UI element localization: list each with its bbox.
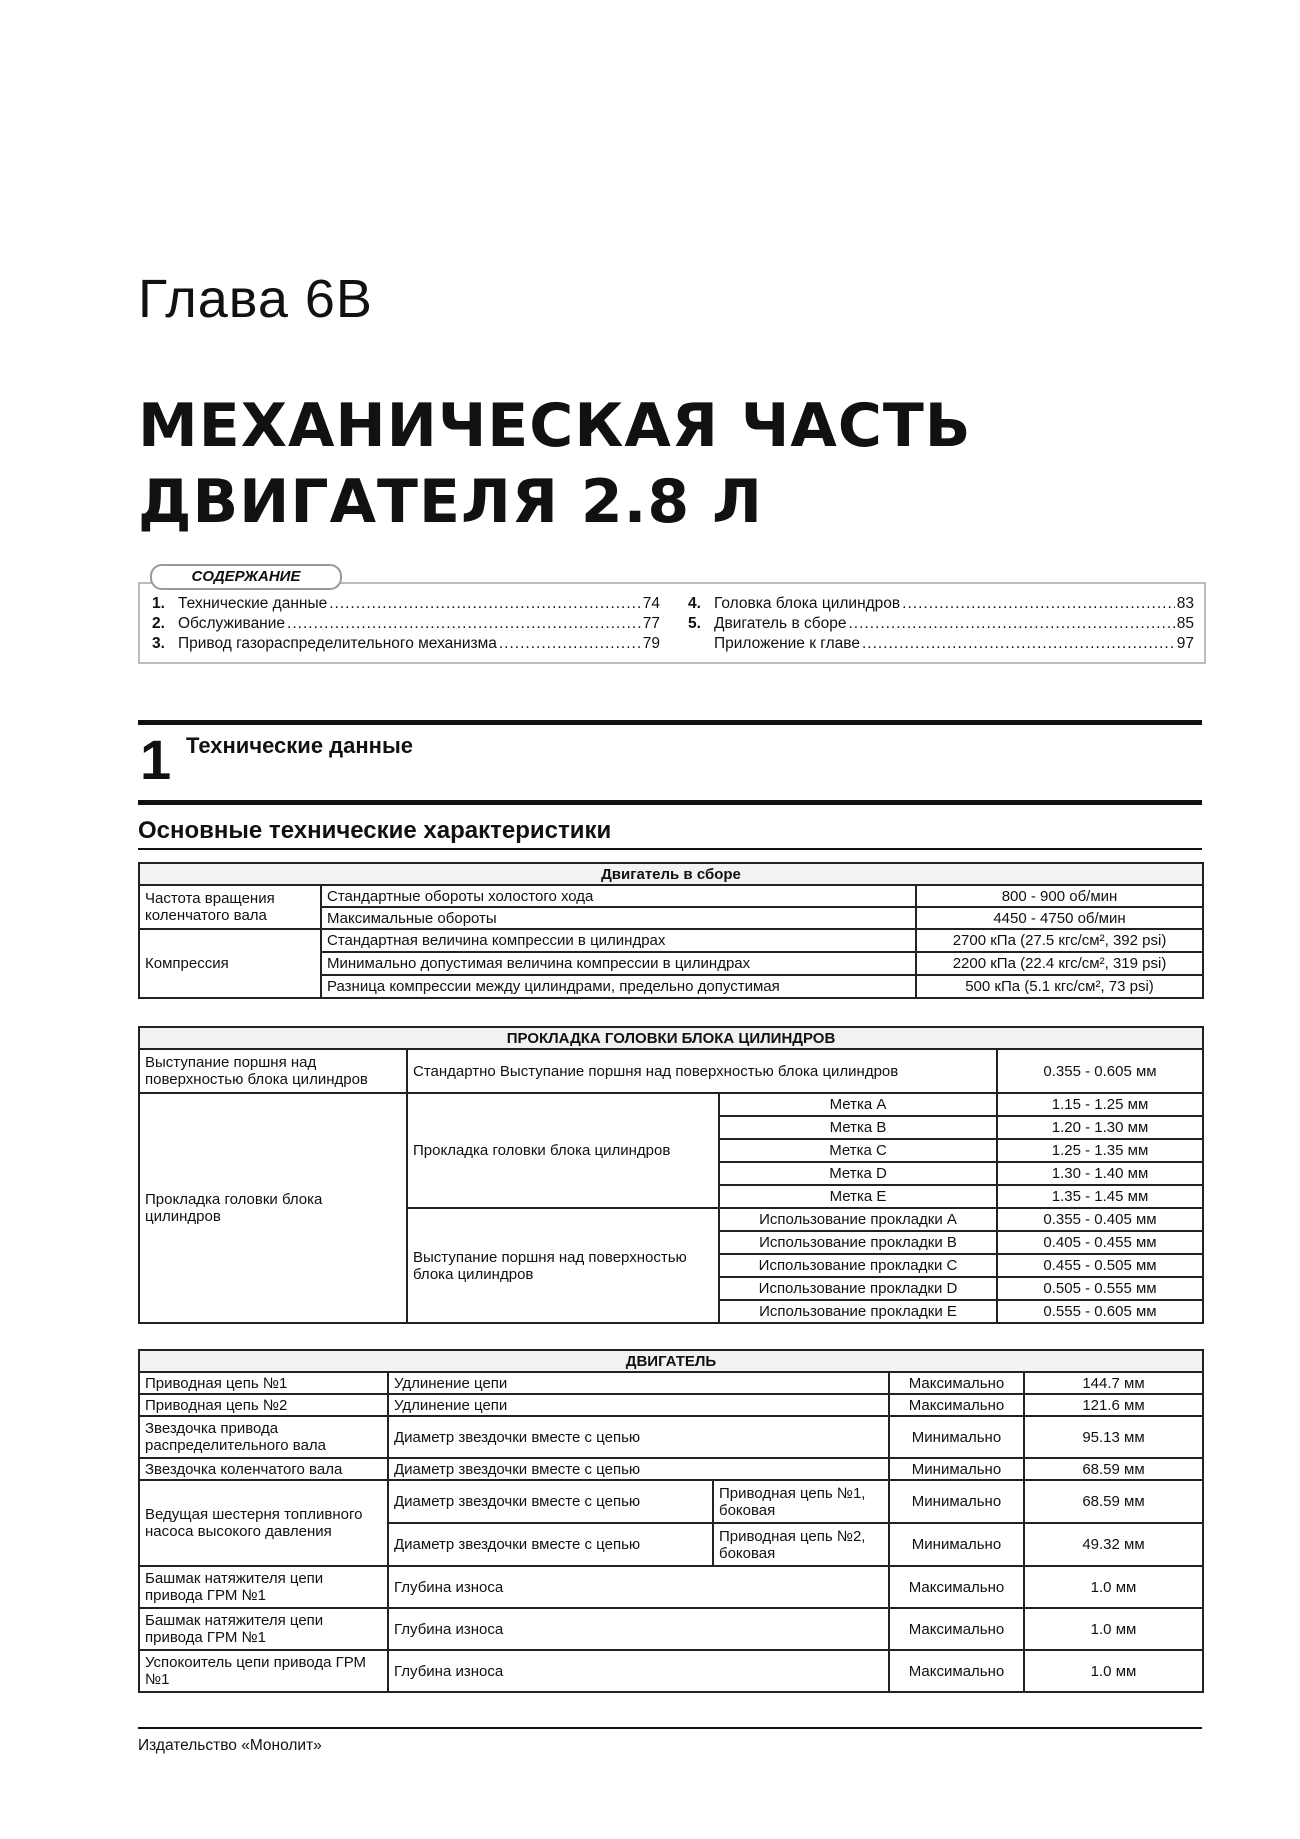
gasket-use: Использование прокладки D <box>719 1277 997 1300</box>
toc-item[interactable] <box>688 594 1194 614</box>
param-cell: Глубина износа <box>388 1566 889 1608</box>
toc-item-page: 97 <box>1176 635 1194 652</box>
toc-leader <box>499 634 641 654</box>
head-gasket-table <box>138 1026 1204 1324</box>
group-label: Выступание поршня над поверхностью блока цилиндров <box>407 1208 719 1323</box>
toc-item-label: Технические данные <box>178 595 328 612</box>
table-header: ПРОКЛАДКА ГОЛОВКИ БЛОКА ЦИЛИНДРОВ <box>139 1027 1203 1049</box>
param-cell: Глубина износа <box>388 1608 889 1650</box>
param-cell: Стандартная величина компрессии в цилиндрах <box>321 929 916 952</box>
value-cell: 2200 кПа (22.4 кгс/см², 319 psi) <box>916 952 1203 975</box>
toc-leader <box>848 614 1174 634</box>
value-cell: 1.25 - 1.35 мм <box>997 1139 1203 1162</box>
engine-table <box>138 1349 1204 1693</box>
toc-item-page: 77 <box>642 615 660 632</box>
toc-leader <box>329 594 641 614</box>
sub-param-cell: Приводная цепь №1, боковая <box>713 1480 889 1523</box>
subsection-rule <box>138 848 1202 850</box>
param-cell: Диаметр звездочки вместе с цепью <box>388 1458 889 1480</box>
row-label: Приводная цепь №2 <box>139 1394 388 1416</box>
value-cell: 0.355 - 0.605 мм <box>997 1049 1203 1093</box>
toc-leader <box>287 614 641 634</box>
mark-name: Метка А <box>719 1093 997 1116</box>
value-cell: 0.455 - 0.505 мм <box>997 1254 1203 1277</box>
toc-item-number: 3. <box>152 635 165 652</box>
row-label: Звездочка коленчатого вала <box>139 1458 388 1480</box>
limit-cell: Максимально <box>889 1372 1024 1394</box>
mark-name: Метка С <box>719 1139 997 1162</box>
chapter-label: Глава 6В <box>138 269 373 329</box>
footer-rule <box>138 1727 1202 1729</box>
gasket-use: Использование прокладки E <box>719 1300 997 1323</box>
param-cell: Диаметр звездочки вместе с цепью <box>388 1480 713 1523</box>
limit-cell: Максимально <box>889 1394 1024 1416</box>
toc-item-number: 1. <box>152 595 165 612</box>
row-label: Успокоитель цепи привода ГРМ №1 <box>139 1650 388 1692</box>
row-label: Звездочка привода распределительного вала <box>139 1416 388 1458</box>
toc-item-number: 4. <box>688 595 701 612</box>
value-cell: 1.15 - 1.25 мм <box>997 1093 1203 1116</box>
group-label: Прокладка головки блока цилиндров <box>407 1093 719 1208</box>
value-cell: 500 кПа (5.1 кгс/см², 73 psi) <box>916 975 1203 998</box>
toc-item-number: 2. <box>152 615 165 632</box>
row-label: Прокладка головки блока цилиндров <box>139 1093 407 1323</box>
param-cell: Стандартно Выступание поршня над поверхностью блока цилиндров <box>407 1049 997 1093</box>
section-number: 1 <box>140 728 172 791</box>
value-cell: 1.30 - 1.40 мм <box>997 1162 1203 1185</box>
toc-item-label: Приложение к главе <box>714 635 860 652</box>
row-label: Частота вращения коленчатого вала <box>139 885 321 929</box>
param-cell: Диаметр звездочки вместе с цепью <box>388 1523 713 1566</box>
page-title <box>138 388 972 540</box>
toc-item-page: 79 <box>642 635 660 652</box>
value-cell: 49.32 мм <box>1024 1523 1203 1566</box>
value-cell: 1.35 - 1.45 мм <box>997 1185 1203 1208</box>
toc-item-label: Обслуживание <box>178 615 286 632</box>
value-cell: 1.0 мм <box>1024 1608 1203 1650</box>
toc-item[interactable] <box>688 614 1194 634</box>
param-cell: Диаметр звездочки вместе с цепью <box>388 1416 889 1458</box>
value-cell: 2700 кПа (27.5 кгс/см², 392 psi) <box>916 929 1203 952</box>
toc-item-number <box>688 634 714 654</box>
gasket-use: Использование прокладки B <box>719 1231 997 1254</box>
value-cell: 144.7 мм <box>1024 1372 1203 1394</box>
subsection-title: Основные технические характеристики <box>138 817 612 844</box>
param-cell: Глубина износа <box>388 1650 889 1692</box>
value-cell: 1.0 мм <box>1024 1650 1203 1692</box>
toc-item[interactable] <box>152 634 660 654</box>
value-cell: 4450 - 4750 об/мин <box>916 907 1203 929</box>
limit-cell: Минимально <box>889 1458 1024 1480</box>
toc-leader <box>862 634 1175 654</box>
toc-item-label: Головка блока цилиндров <box>714 595 901 612</box>
value-cell: 121.6 мм <box>1024 1394 1203 1416</box>
row-label: Компрессия <box>139 929 321 998</box>
value-cell: 0.355 - 0.405 мм <box>997 1208 1203 1231</box>
toc-item-page: 85 <box>1176 615 1194 632</box>
toc-item[interactable] <box>152 614 660 634</box>
row-label: Башмак натяжителя цепи привода ГРМ №1 <box>139 1608 388 1650</box>
engine-assembly-table <box>138 862 1204 999</box>
toc-item-number: 5. <box>688 615 701 632</box>
mark-name: Метка D <box>719 1162 997 1185</box>
section-rule-top <box>138 720 1202 725</box>
toc-leader <box>902 594 1175 614</box>
toc-item-label: Привод газораспределительного механизма <box>178 635 497 652</box>
value-cell: 0.405 - 0.455 мм <box>997 1231 1203 1254</box>
value-cell: 0.555 - 0.605 мм <box>997 1300 1203 1323</box>
limit-cell: Максимально <box>889 1608 1024 1650</box>
row-label: Приводная цепь №1 <box>139 1372 388 1394</box>
table-header: ДВИГАТЕЛЬ <box>139 1350 1203 1372</box>
value-cell: 95.13 мм <box>1024 1416 1203 1458</box>
limit-cell: Минимально <box>889 1416 1024 1458</box>
mark-name: Метка E <box>719 1185 997 1208</box>
mark-name: Метка В <box>719 1116 997 1139</box>
gasket-use: Использование прокладки C <box>719 1254 997 1277</box>
publisher-footer: Издательство «Монолит» <box>138 1737 322 1754</box>
row-label: Башмак натяжителя цепи привода ГРМ №1 <box>139 1566 388 1608</box>
value-cell: 68.59 мм <box>1024 1458 1203 1480</box>
title-line-2: ДВИГАТЕЛЯ 2.8 Л <box>138 467 763 537</box>
param-cell: Стандартные обороты холостого хода <box>321 885 916 907</box>
value-cell: 0.505 - 0.555 мм <box>997 1277 1203 1300</box>
gasket-use: Использование прокладки A <box>719 1208 997 1231</box>
limit-cell: Максимально <box>889 1566 1024 1608</box>
table-header: Двигатель в сборе <box>139 863 1203 885</box>
toc-item-page: 74 <box>642 595 660 612</box>
toc-item-label: Двигатель в сборе <box>714 615 847 632</box>
toc-item[interactable] <box>688 634 1194 654</box>
param-cell: Минимально допустимая величина компрессии в цилиндрах <box>321 952 916 975</box>
toc-item-page: 83 <box>1176 595 1194 612</box>
limit-cell: Минимально <box>889 1523 1024 1566</box>
limit-cell: Минимально <box>889 1480 1024 1523</box>
param-cell: Удлинение цепи <box>388 1394 889 1416</box>
row-label: Ведущая шестерня топливного насоса высокого давления <box>139 1480 388 1566</box>
toc-heading: СОДЕРЖАНИЕ <box>150 564 342 590</box>
sub-param-cell: Приводная цепь №2, боковая <box>713 1523 889 1566</box>
value-cell: 1.0 мм <box>1024 1566 1203 1608</box>
section-rule-bottom <box>138 800 1202 805</box>
limit-cell: Максимально <box>889 1650 1024 1692</box>
param-cell: Максимальные обороты <box>321 907 916 929</box>
row-label: Выступание поршня над поверхностью блока цилиндров <box>139 1049 407 1093</box>
title-line-1: МЕХАНИЧЕСКАЯ ЧАСТЬ <box>138 391 972 461</box>
value-cell: 800 - 900 об/мин <box>916 885 1203 907</box>
value-cell: 68.59 мм <box>1024 1480 1203 1523</box>
param-cell: Разница компрессии между цилиндрами, предельно допустимая <box>321 975 916 998</box>
toc-item[interactable] <box>152 594 660 614</box>
value-cell: 1.20 - 1.30 мм <box>997 1116 1203 1139</box>
section-title: Технические данные <box>186 733 413 758</box>
param-cell: Удлинение цепи <box>388 1372 889 1394</box>
